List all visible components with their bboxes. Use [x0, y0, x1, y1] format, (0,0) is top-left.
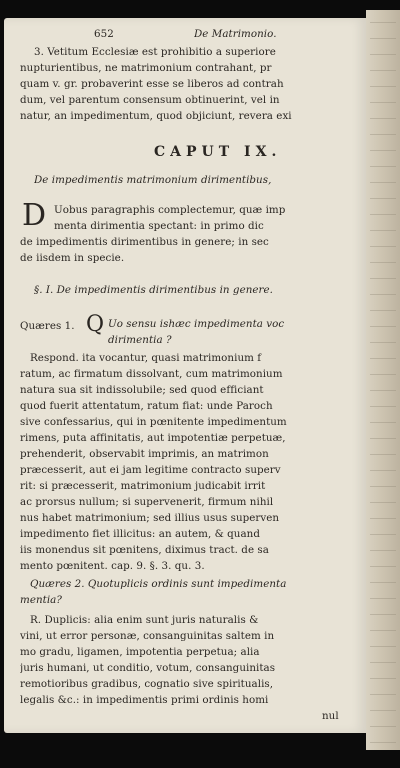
page-edge-stroke — [370, 742, 396, 743]
page-edge-stroke — [370, 22, 396, 23]
response1-line: ac prorsus nullum; si supervenerit, firmum nihil — [20, 496, 274, 508]
question1-drop-letter: Q — [86, 312, 105, 337]
response1-line: Respond. ita vocantur, quasi matrimonium f — [30, 352, 262, 364]
response1-line: sive confessarius, qui in pœnitente impedimentum — [20, 416, 287, 428]
question2-line: mentia? — [20, 594, 62, 606]
page-edge-stroke — [370, 710, 396, 711]
page-edge-stroke — [370, 134, 396, 135]
response1-line: mento pœnitent. cap. 9. §. 3. qu. 3. — [20, 560, 205, 572]
running-title: De Matrimonio. — [194, 28, 277, 40]
section3-line: 3. Vetitum Ecclesiæ est prohibitio a superiore — [34, 46, 276, 58]
paragraph-heading: §. I. De impedimentis dirimentibus in genere. — [34, 284, 273, 296]
response1-line: ratum, ac firmatum dissolvant, cum matrimonium — [20, 368, 283, 380]
question1-line: Uo sensu ishæc impedimenta voc — [108, 318, 285, 330]
page-edge-stroke — [370, 38, 396, 39]
response1-line: prehenderit, observabit imprimis, an matrimon — [20, 448, 269, 460]
response2-line: legalis &c.: in impedimentis primi ordinis homi — [20, 694, 269, 706]
intro-line: menta dirimentia spectant: in primo dic — [54, 220, 264, 232]
response1-line: iis monendus sit pœnitens, diximus tract. de sa — [20, 544, 269, 556]
page-edge-stroke — [370, 166, 396, 167]
drop-cap-letter: D — [22, 198, 47, 233]
response2-line: remotioribus gradibus, cognatio sive spiritualis, — [20, 678, 274, 690]
intro-line: de iisdem in specie. — [20, 252, 125, 264]
question1-label: Quæres 1. — [20, 320, 75, 332]
intro-line: de impedimentis dirimentibus in genere; in sec — [20, 236, 269, 248]
page-edge-stroke — [370, 150, 396, 151]
intro-line: Uobus paragraphis complectemur, quæ imp — [54, 204, 286, 216]
page-edge-stroke — [370, 726, 396, 727]
chapter-title: CAPUT IX. — [154, 144, 282, 160]
response1-line: quod fuerit attentatum, ratum fiat: unde Paroch — [20, 400, 273, 412]
page-edge-stroke — [370, 310, 396, 311]
response2-line: vini, ut error personæ, consanguinitas saltem in — [20, 630, 275, 642]
page-edge-stroke — [370, 278, 396, 279]
response1-line: natura sua sit indissolubile; sed quod efficiant — [20, 384, 264, 396]
section3-line: quam v. gr. probaverint esse se liberos ad contrah — [20, 78, 284, 90]
response2-line: mo gradu, ligamen, impotentia perpetua; alia — [20, 646, 260, 658]
question2-line: Quæres 2. Quotuplicis ordinis sunt impedimenta — [30, 578, 287, 590]
response1-line: impedimento fiet illicitus: an autem, & quand — [20, 528, 260, 540]
response2-line: R. Duplicis: alia enim sunt juris naturalis & — [30, 614, 259, 626]
section3-line: dum, vel parentum consensum obtinuerint, vel in — [20, 94, 280, 106]
response1-line: rit: si præcesserit, matrimonium judicabit irrit — [20, 480, 266, 492]
page-number: 652 — [94, 28, 114, 40]
question1-line: dirimentia ? — [108, 334, 172, 346]
book-page — [4, 18, 366, 733]
page-edge-stroke — [370, 198, 396, 199]
catchword: nul — [322, 710, 339, 722]
section3-line: nupturientibus, ne matrimonium contrahant, pr — [20, 62, 272, 74]
response2-line: juris humani, ut conditio, votum, consanguinitas — [20, 662, 276, 674]
chapter-subtitle: De impedimentis matrimonium dirimentibus, — [34, 174, 272, 186]
response1-line: præcesserit, aut ei jam legitime contracto superv — [20, 464, 281, 476]
response1-line: nus habet matrimonium; sed illius usus superven — [20, 512, 280, 524]
response1-line: rimens, puta affinitatis, aut impotentiæ perpetuæ, — [20, 432, 286, 444]
section3-line: natur, an impedimentum, quod objiciunt, revera exi — [20, 110, 292, 122]
